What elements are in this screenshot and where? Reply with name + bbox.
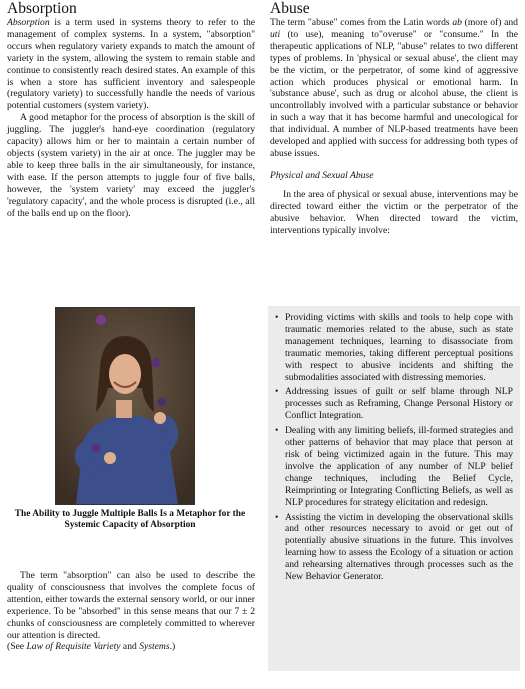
juggler-illustration bbox=[56, 308, 194, 504]
absorption-paragraph-2: A good metaphor for the process of absorption is the skill of juggling. The juggler's hand-eye coordination (regulatory capacity) allows him or her to maintain a certain number of objects (system variety) in the air at once. The juggler may be able to keep three balls in the air simultaneously, for instance, with ease. If the person attempts to juggle four of five balls, however, the 'system variety' may exceed the juggler's 'regulatory capacity', and the whole process is disrupted (i.e., all of the balls end up on the floor). bbox=[7, 112, 255, 219]
list-item: • Dealing with any limiting beliefs, ill-formed strategies and other patterns of behavior that may place that person at risk of being victimized again in the future. This may involve the application of any number of NLP belief change techniques, including the Belief Cycle, Reimprinting or Integrating Conflicting Beliefs, as well as NLP procedures for strategy elicitation and redesign. bbox=[275, 425, 513, 508]
abuse-p1-a: The term "abuse" comes from the Latin words bbox=[270, 17, 453, 28]
absorption-paragraph-1-text: is a term used in systems theory to refer to the management of complex systems. In a system, "absorption" occurs when regulatory variety expands to match the amount of variety in the system, allowing the system to remain stable and continue to consistently reach desired states. An example of this is when a store has sufficient inventory and salespeople (regulatory variety) to successfully handle the needs of various potential customers (system variety). bbox=[7, 17, 255, 112]
left-bottom-text bbox=[7, 570, 255, 653]
left-column bbox=[7, 0, 255, 219]
abuse-p1-c: (to use), meaning to"overuse" or "consume." In the therapeutic applications of NLP, "abuse" relates to two different types of problems. In 'physical or sexual abuse', the client may be the victim, or the perpetrator, of some kind of aggressive action which produces physical or emotional harm. In 'substance abuse', such as drug or alcohol abuse, the client is uncontrollably involved with a particular substance or behavior in such a way that it has become harmful and unecological for that individual. A number of NLP-based treatments have been developed and applied with success for addressing both types of abuse issues. bbox=[270, 28, 518, 159]
absorption-paragraph-1 bbox=[7, 17, 255, 112]
abuse-p1-b: (more of) and bbox=[461, 17, 518, 28]
see-link-requisite-variety: Law of Requisite Variety bbox=[26, 641, 121, 653]
see-prefix: (See bbox=[7, 641, 27, 653]
juggler-photo bbox=[55, 307, 195, 505]
abuse-paragraph-2: In the area of physical or sexual abuse, interventions may be directed toward either the victim or the perpetrator of the abusive behavior. When directed toward the victim, interventions typically involve: bbox=[270, 188, 518, 236]
interventions-box bbox=[268, 306, 520, 671]
see-also-line bbox=[7, 641, 255, 653]
absorption-term: Absorption bbox=[7, 17, 50, 28]
abuse-paragraph-1 bbox=[270, 17, 518, 160]
absorption-paragraph-3: The term "absorption" can also be used to describe the quality of consciousness that involves the complete focus of attention, either towards the external sensory world, or our inner experience. To be "absorbed" in this sense means that our 7 ± 2 chunks of consciousness are completely committed to wherever our attention is directed. bbox=[7, 570, 255, 641]
list-item: • Addressing issues of guilt or self blame through NLP processes such as Reframing, Change Personal History or Conflict Integration. bbox=[275, 386, 513, 422]
see-link-systems: Systems bbox=[139, 641, 170, 653]
see-suffix: .) bbox=[169, 641, 176, 653]
interventions-list bbox=[275, 312, 513, 583]
see-and: and bbox=[120, 641, 140, 653]
absorption-heading: Absorption bbox=[7, 0, 77, 17]
abuse-heading: Abuse bbox=[270, 0, 310, 17]
list-item: • Providing victims with skills and tools to help cope with traumatic memories related to the abuse, such as state management techniques, learning to disassociate from traumatic memories, taking different perceptual positions with respect to abusive incidents and shifting the submodalities associated with distressing memories. bbox=[275, 312, 513, 383]
list-item: • Assisting the victim in developing the observational skills and other resources necessary to avoid or get out of potentially abusive situations in the future. This involves learning how to assess the Ecology of a situation or action and rehearsing alternatives through processes such as the New Behavior Generator. bbox=[275, 512, 513, 583]
right-column bbox=[270, 0, 518, 237]
photo-caption: The Ability to Juggle Multiple Balls Is a Metaphor for the Systemic Capacity of Absorption bbox=[14, 509, 246, 531]
physical-sexual-abuse-subheading: Physical and Sexual Abuse bbox=[270, 169, 374, 181]
abuse-term-ab: ab bbox=[452, 17, 462, 28]
abuse-term-uti: uti bbox=[270, 28, 281, 40]
